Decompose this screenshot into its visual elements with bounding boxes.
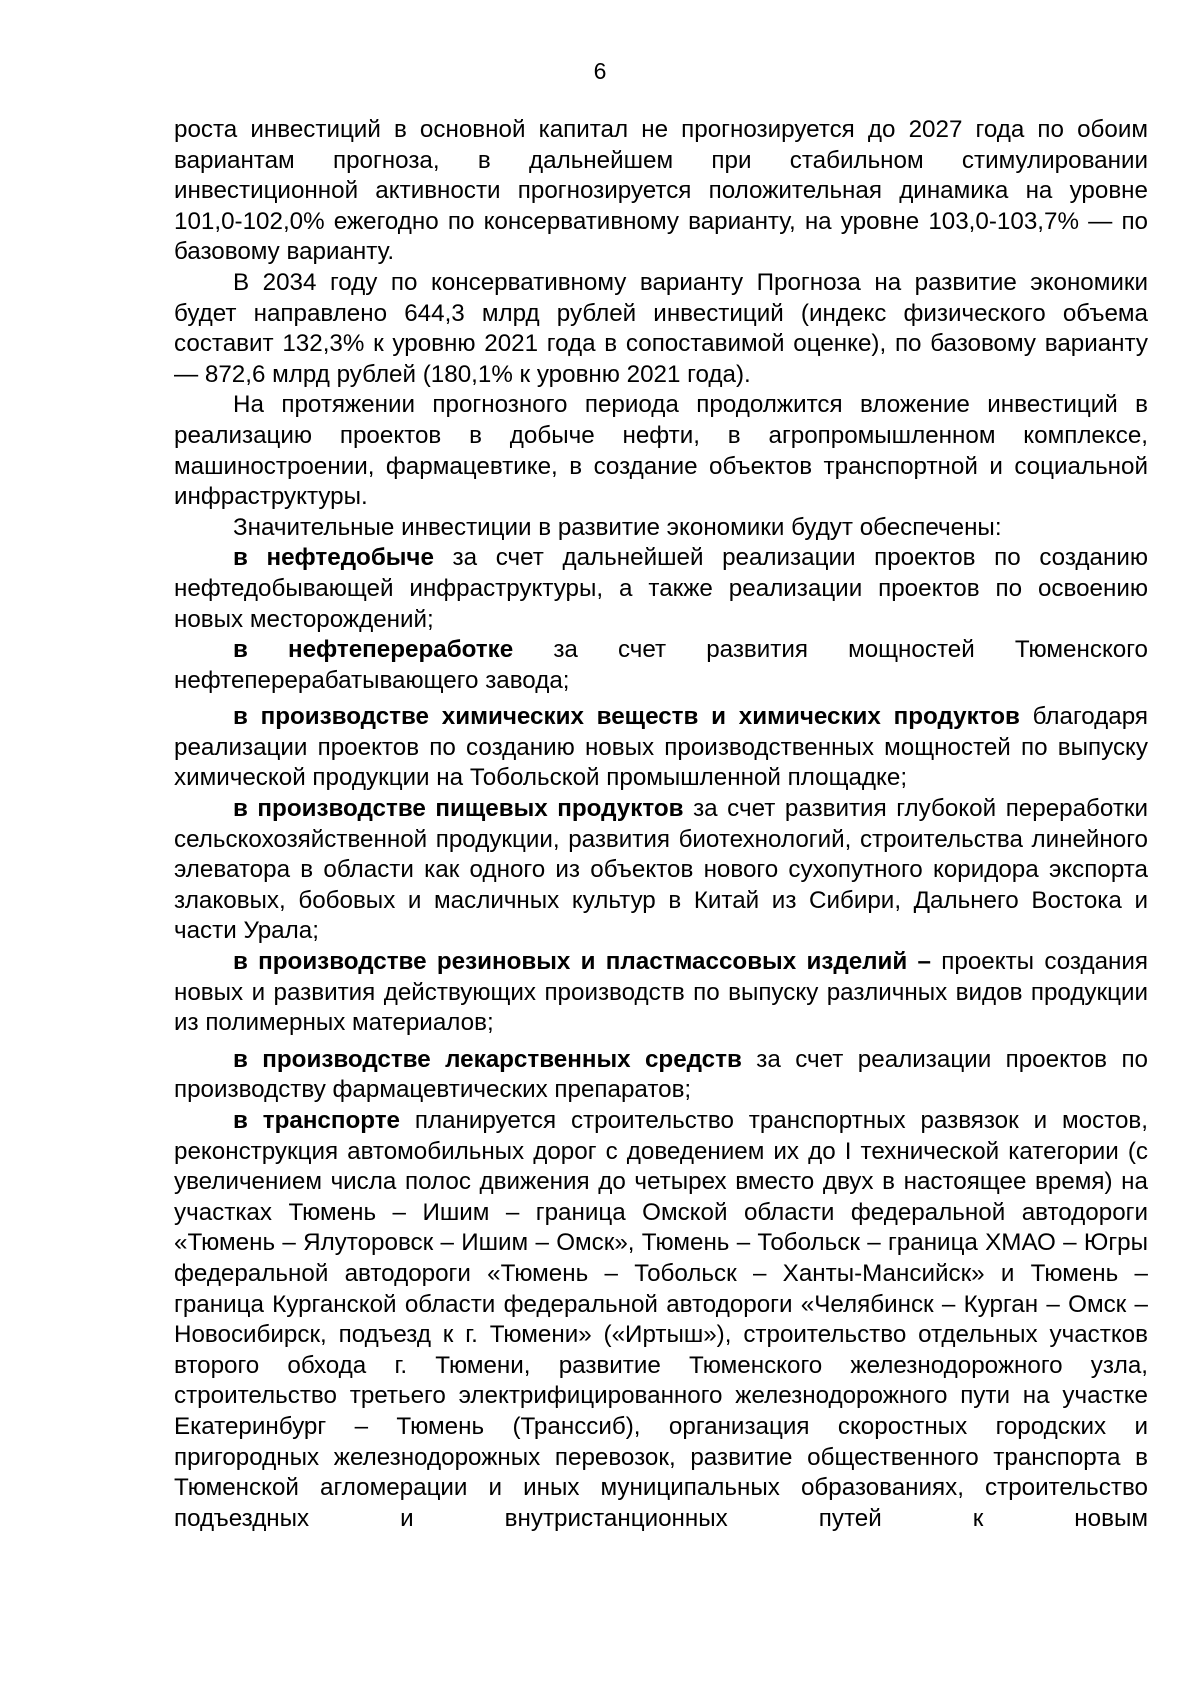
paragraph-2034-forecast [174, 268, 1148, 390]
page-number: 6 [593, 58, 607, 84]
item-heading: в производстве химических веществ и химических продуктов [233, 703, 1020, 731]
item-text: за счет развития мощностей Тюменского нефтеперерабатывающего завода; [174, 636, 1148, 694]
paragraph-text: В 2034 году по консервативному варианту Прогноза на развитие экономики будет направлено 644,3 млрд рублей инвестиций (индекс физического объема составит 132,3% к уровню 2021 года в сопоставимой оценке), по базовому варианту — 872,6 млрд рублей (180,1% к уровню 2021 года). [174, 268, 1148, 388]
item-heading: в нефтепереработке [233, 636, 514, 664]
item-text: планируется строительство транспортных развязок и мостов, реконструкция автомобильных дорог с доведением их до I технической категории (с увеличением числа полос движения до четырех вместо двух в настоящее время) на участках Тюмень – Ишим – граница Омской области федеральной автодороги «Тюмень – Ялуторовск – Ишим – Омск», Тюмень – Тобольск – граница ХМАО – Югры федеральной автодороги «Тюмень – Тобольск – Ханты-Мансийск» и Тюмень – граница Курганской области федеральной автодороги «Челябинск – Курган – Омск – Новосибирск, подъезд к г. Тюмени» («Иртыш»), строительство отдельных участков второго обхода г. Тюмени, развитие Тюменского железнодорожного узла, строительство третьего электрифицированного железнодорожного пути на участке Екатеринбург – Тюмень (Транссиб), организация скоростных городских и пригородных железнодорожных перевозок, развитие общественного транспорта в Тюменской агломерации и иных муниципальных образованиях, строительство подъездных и внутристанционных путей к новым [174, 1107, 1148, 1532]
item-text: за счет развития глубокой переработки сельскохозяйственной продукции, развития биотехнологий, строительства линейного элеватора в области как одного из объектов нового сухопутного коридора экспорта злаковых, бобовых и масличных культур в Китай из Сибири, Дальнего Востока и части Урала; [174, 795, 1148, 945]
paragraph-text: роста инвестиций в основной капитал не прогнозируется до 2027 года по обоим вариантам прогноза, в дальнейшем при стабильном стимулировании инвестиционной активности прогнозируется положительная динамика на уровне 101,0-102,0% ежегодно по консервативному варианту, на уровне 103,0-103,7% — по базовому варианту. [174, 116, 1148, 266]
item-text: за счет дальнейшей реализации проектов по созданию нефтедобывающей инфраструктуры, а также реализации проектов по освоению новых месторождений; [174, 544, 1148, 633]
paragraph-investment-directions [174, 390, 1148, 512]
paragraph-text: На протяжении прогнозного периода продолжится вложение инвестиций в реализацию проектов в добыче нефти, в агропромышленном комплексе, машиностроении, фармацевтике, в создание объектов транспортной и социальной инфраструктуры. [174, 391, 1148, 511]
item-food-products [174, 794, 1148, 947]
item-oil-refining [174, 635, 1148, 696]
item-heading: в производстве лекарственных средств [233, 1045, 742, 1073]
paragraph-investments-intro [174, 513, 1148, 544]
item-text: проекты создания новых и развития действующих производств по выпуску различных видов продукции из полимерных материалов; [174, 948, 1148, 1037]
document-body [174, 115, 1148, 1534]
paragraph-text: Значительные инвестиции в развитие экономики будут обеспечены: [233, 513, 1002, 541]
item-transport [174, 1106, 1148, 1534]
item-text: за счет реализации проектов по производству фармацевтических препаратов; [174, 1045, 1148, 1104]
item-pharmaceuticals [174, 1045, 1148, 1106]
item-oil-production [174, 543, 1148, 635]
item-heading: в транспорте [233, 1107, 401, 1134]
item-heading: в производстве резиновых и пластмассовых изделий – [233, 948, 931, 976]
paragraph-investment-growth [174, 115, 1148, 268]
item-text: благодаря реализации проектов по созданию новых производственных мощностей по выпуску химической продукции на Тобольской промышленной площадке; [174, 703, 1148, 792]
item-rubber-plastics [174, 947, 1148, 1039]
item-chemicals [174, 702, 1148, 794]
item-heading: в производстве пищевых продуктов [233, 795, 684, 823]
item-heading: в нефтедобыче [233, 544, 434, 572]
